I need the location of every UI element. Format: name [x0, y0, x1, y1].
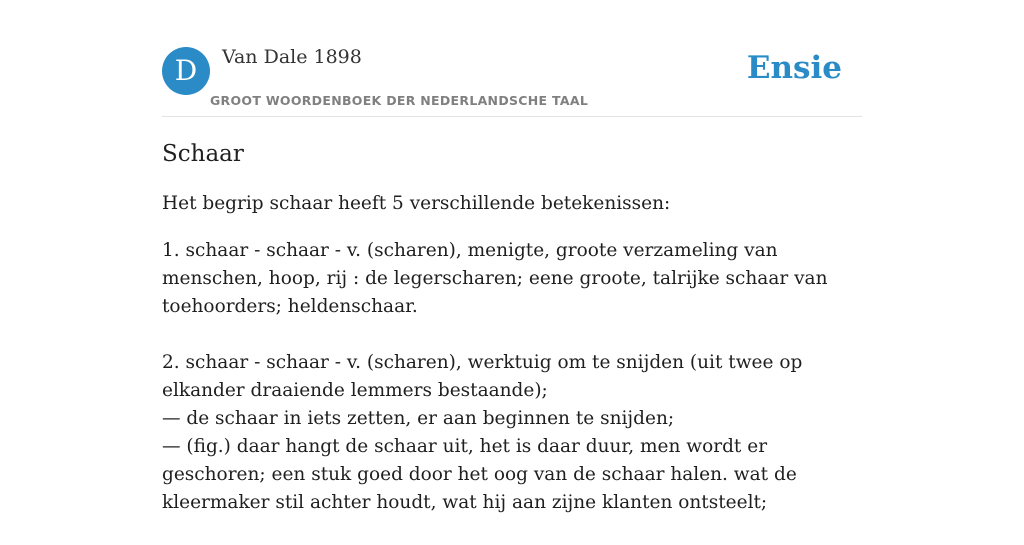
- meaning-line: 1. schaar - schaar - v. (scharen), menigte, groote verzameling van menschen, hoop, rij : de legerscharen; eene groote, talrijke schaar van toehoorders; heldenschaar.: [162, 240, 828, 317]
- meanings-list: [162, 237, 862, 517]
- meaning-line: 2. schaar - schaar - v. (scharen), werktuig om te snijden (uit twee op elkander draaiende lemmers bestaande);: [162, 352, 803, 401]
- ensie-logo[interactable]: Ensie: [746, 50, 842, 86]
- dictionary-subtitle: GROOT WOORDENBOEK DER NEDERLANDSCHE TAAL: [210, 93, 589, 108]
- meaning-item-1: [162, 237, 862, 321]
- entry-intro: Het begrip schaar heeft 5 verschillende betekenissen:: [162, 193, 671, 214]
- entry-term: Schaar: [162, 141, 244, 167]
- dictionary-logo[interactable]: D: [162, 47, 210, 95]
- dictionary-header: [162, 40, 862, 117]
- meaning-item-2: [162, 349, 862, 517]
- meaning-line: — (fig.) daar hangt de schaar uit, het is daar duur, men wordt er geschoren; een stuk goed door het oog van de schaar halen. wat de kleermaker stil achter houdt, wat hij aan zijne klanten ontsteelt;: [162, 436, 797, 513]
- entry-content: [162, 138, 862, 545]
- dictionary-title[interactable]: Van Dale 1898: [222, 46, 362, 68]
- meaning-line: — de schaar in iets zetten, er aan beginnen te snijden;: [162, 408, 675, 429]
